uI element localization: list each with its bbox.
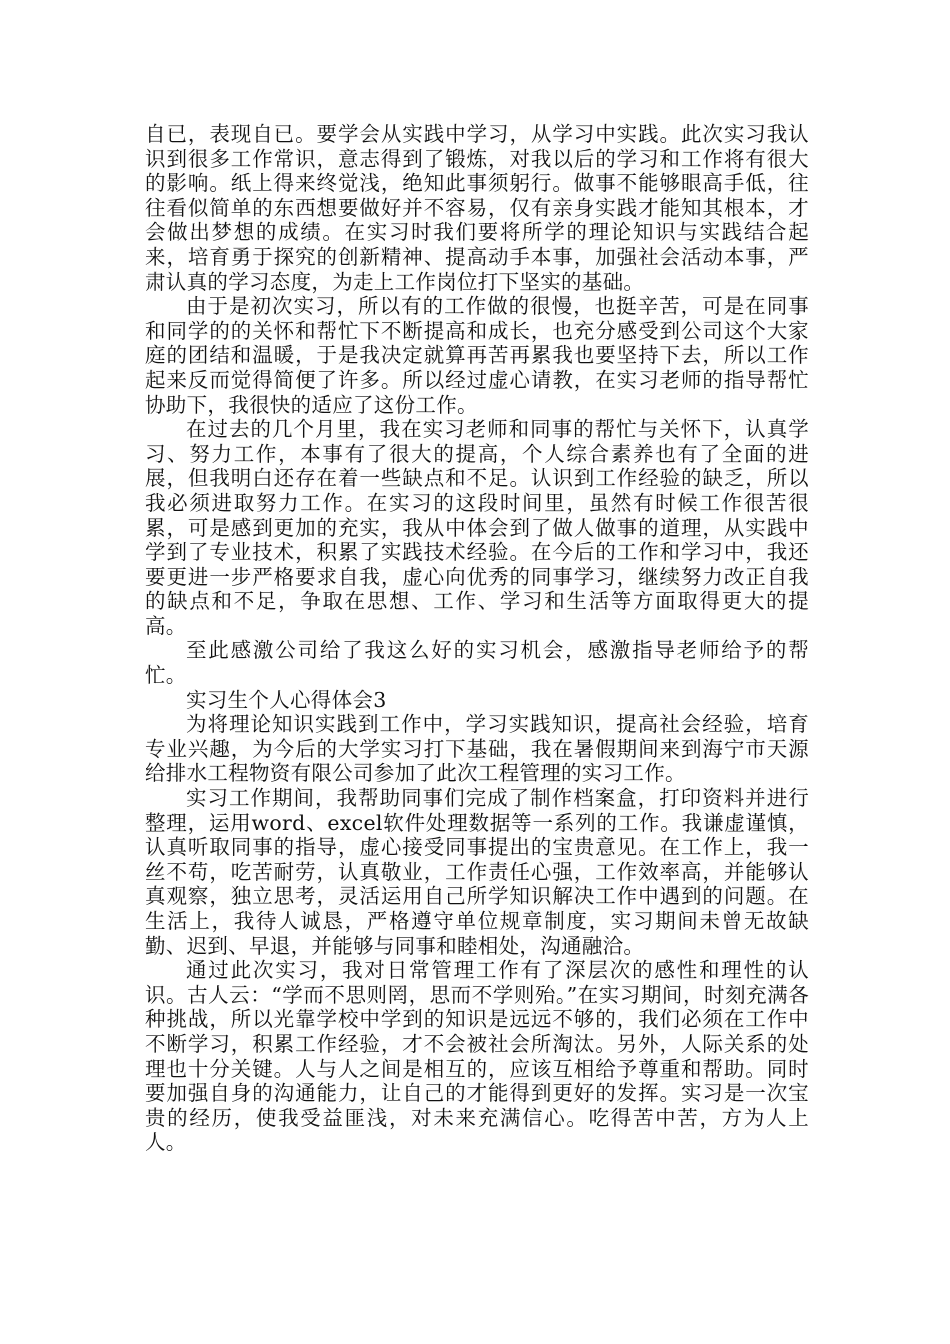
paragraph-conclusion: 通过此次实习，我对日常管理工作有了深层次的感性和理性的认识。古人云：“学而不思则罔，思而不学则殆。”在实习期间，时刻充满各种挑战，所以光靠学校中学到的知识是远远不够的，我们必须在工作中不断学习，积累工作经验，才不会被社会所淘汰。另外，人际关系的处理也十分关键。人与人之间是相互的，应该互相给予尊重和帮助。同时要加强自身的沟通能力，让自己的才能得到更好的发挥。实习是一次宝贵的经历，使我受益匪浅，对未来充满信心。吃得苦中苦，方为人上人。 <box>145 958 809 1155</box>
document-body <box>145 122 809 1155</box>
paragraph-thanks: 至此感激公司给了我这么好的实习机会，感激指导老师给予的帮忙。 <box>145 638 809 688</box>
paragraph-past-months: 在过去的几个月里，我在实习老师和同事的帮忙与关怀下，认真学习、努力工作，本事有了很大的提高，个人综合素养也有了全面的进展，但我明白还存在着一些缺点和不足。认识到工作经验的缺乏，所以我必须进取努力工作。在实习的这段时间里，虽然有时候工作很苦很累，可是感到更加的充实，我从中体会到了做人做事的道理，从实践中学到了专业技术，积累了实践技术经验。在今后的工作和学习中，我还要更进一步严格要求自我，虚心向优秀的同事学习，继续努力改正自我的缺点和不足，争取在思想、工作、学习和生活等方面取得更大的提高。 <box>145 417 809 638</box>
section-heading: 实习生个人心得体会3 <box>186 687 387 712</box>
paragraph-work-period: 实习工作期间，我帮助同事们完成了制作档案盒，打印资料并进行整理，运用word、excel软件处理数据等一系列的工作。我谦虚谨慎，认真听取同事的指导，虚心接受同事提出的宝贵意见。在工作上，我一丝不苟，吃苦耐劳，认真敬业，工作责任心强，工作效率高，并能够认真观察，独立思考，灵活运用自己所学知识解决工作中遇到的问题。在生活上，我待人诚恳，严格遵守单位规章制度，实习期间未曾无故缺勤、迟到、早退，并能够与同事和睦相处，沟通融洽。 <box>145 786 809 958</box>
paragraph-continuation: 自已，表现自已。要学会从实践中学习，从学习中实践。此次实习我认识到很多工作常识，意志得到了锻炼，对我以后的学习和工作将有很大的影响。纸上得来终觉浅，绝知此事须躬行。做事不能够眼高手低，往往看似简单的东西想要做好并不容易，仅有亲身实践才能知其根本，才会做出梦想的成绩。在实习时我们要将所学的理论知识与实践结合起来，培育勇于探究的创新精神、提高动手本事，加强社会活动本事，严肃认真的学习态度，为走上工作岗位打下坚实的基础。 <box>145 122 809 294</box>
paragraph-first-internship: 由于是初次实习，所以有的工作做的很慢，也挺辛苦，可是在同事和同学的的关怀和帮忙下不断提高和成长，也充分感受到公司这个大家庭的团结和温暖，于是我决定就算再苦再累我也要坚持下去，所以工作起来反而觉得简便了许多。所以经过虚心请教，在实习老师的指导帮忙协助下，我很快的适应了这份工作。 <box>145 294 809 417</box>
paragraph-intro: 为将理论知识实践到工作中，学习实践知识，提高社会经验，培育专业兴趣，为今后的大学实习打下基础，我在暑假期间来到海宁市天源给排水工程物资有限公司参加了此次工程管理的实习工作。 <box>145 712 809 786</box>
